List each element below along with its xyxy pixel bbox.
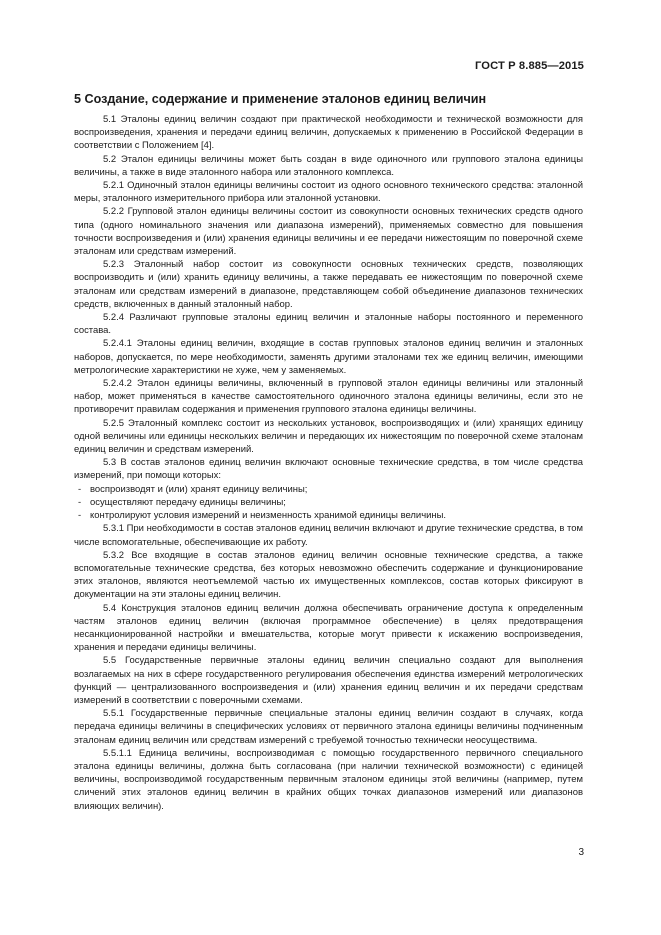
paragraph-5-4: 5.4 Конструкция эталонов единиц величин должна обеспечивать ограничение доступа к определенным частям эталонов единиц величин (включая программное обеспечение) в целях предотвращения несанкционированной настройки и вмешательства, которые могут привести к искажению воспроизведения, хранения и передачи единицы величины. — [74, 602, 583, 654]
paragraph-5-2-4-2: 5.2.4.2 Эталон единицы величины, включенный в групповой эталон единицы величины или эталонный набор, может применяться в качестве самостоятельного одиночного эталона единицы величины, если это не противоречит правилам содержания и применения группового эталона единицы величины. — [74, 378, 583, 416]
paragraph-5-5-1: 5.5.1 Государственные первичные специальные эталоны единиц величин создают в случаях, когда передача единицы величины в специфических условиях от первичного эталона единицы величины подчиненным эталонам единиц величин или средствам измерений с требуемой точностью технически неосуществима. — [74, 708, 583, 746]
paragraph-5-3-1: 5.3.1 При необходимости в состав эталонов единиц величин включают и другие технические средства, в том числе вспомогательные, обеспечивающие их работу. — [74, 523, 583, 548]
list-item-text: воспроизводят и (или) хранят единицу величины; — [90, 483, 308, 495]
paragraph-5-3: 5.3 В состав эталонов единиц величин включают основные технические средства, в том числе средства измерений, при помощи которых: — [74, 457, 583, 482]
document-body — [74, 113, 583, 813]
paragraph-5-2-4-1: 5.2.4.1 Эталоны единиц величин, входящие в состав групповых эталонов единиц величин и эталонных наборов, допускается, по мере необходимости, заменять другими эталонами тех же единиц величин, имеющими метрологические характеристики не хуже, чем у заменяемых. — [74, 338, 583, 376]
section-title: 5 Создание, содержание и применение эталонов единиц величин — [74, 92, 487, 106]
paragraph-5-2: 5.2 Эталон единицы величины может быть создан в виде одиночного или группового эталона единицы величины, а также в виде эталонного набора или эталонного комплекса. — [74, 153, 583, 178]
paragraph-5-2-1: 5.2.1 Одиночный эталон единицы величины состоит из одного основного технического средства: эталонной меры, эталонного измерительного прибора или эталонной установки. — [74, 180, 583, 205]
paragraph-5-2-4: 5.2.4 Различают групповые эталоны единиц величин и эталонные наборы постоянного и переменного состава. — [74, 312, 583, 337]
list-item-text: осуществляют передачу единицы величины; — [90, 496, 286, 508]
page-number: 3 — [578, 847, 584, 858]
list-item-text: контролируют условия измерений и неизменность хранимой единицы величины. — [90, 510, 446, 522]
paragraph-5-5-1-1: 5.5.1.1 Единица величины, воспроизводимая с помощью государственного первичного специального эталона единицы величины, должна быть согласована (при наличии технической возможности) с единицей величины, воспроизводимой государственным первичным эталоном единицы этой величины (например, путем сличений этих эталонов единиц величин в крайних общих точках диапазонов измерений или диапазонов влияющих величин). — [74, 747, 583, 812]
list-dash: - — [78, 496, 82, 508]
paragraph-5-2-3: 5.2.3 Эталонный набор состоит из совокупности основных технических средств, позволяющих воспроизводить и (или) хранить единицу величины, а также передавать ее нижестоящим по поверочной схеме эталонам или средствам измерений в диапазоне, представляющем собой объединение диапазонов технических средств, включенных в данный эталонный набор. — [74, 259, 583, 310]
paragraph-5-3-2: 5.3.2 Все входящие в состав эталонов единиц величин основные технические средства, а также вспомогательные технические средства, без которых невозможно обеспечить содержание и функционирование этих эталонов, являются неотъемлемой частью их имущественных комплексов, состав которых фиксируют в документации на эти эталоны единиц величин. — [74, 549, 583, 601]
list-item — [74, 483, 583, 496]
paragraph-5-2-2: 5.2.2 Групповой эталон единицы величины состоит из совокупности основных технических средств одного типа (одного номинального значения или диапазона измерений), применяемых совместно для повышения точности воспроизведения и (или) хранения единицы величины и ее передачи нижестоящим по поверочной схеме эталонам или средствам измерений. — [74, 206, 583, 258]
paragraph-5-1: 5.1 Эталоны единиц величин создают при практической необходимости и технической возможности для воспроизведения, хранения и передачи единиц величин, допускаемых к применению в Российской Федерации в соответствии с Положением [4]. — [74, 114, 583, 152]
list-item — [74, 509, 583, 522]
list-dash: - — [78, 483, 82, 495]
list-dash: - — [78, 510, 82, 522]
document-code: ГОСТ Р 8.885—2015 — [475, 60, 584, 72]
paragraph-5-5: 5.5 Государственные первичные эталоны единиц величин специально создают для выполнения возлагаемых на них в сфере государственного регулирования обеспечения единства измерений метрологических функций — централизованного воспроизведения и (или) хранения единиц величин и их передачи средствам измерений в соответствии с поверочными схемами. — [74, 655, 583, 706]
list-item — [74, 496, 583, 509]
paragraph-5-2-5: 5.2.5 Эталонный комплекс состоит из нескольких установок, воспроизводящих и (или) хранящих единицу одной величины или единицы нескольких величин и передающих их нижестоящим по поверочной схеме эталонам единиц величин и средствам измерений. — [74, 417, 583, 456]
